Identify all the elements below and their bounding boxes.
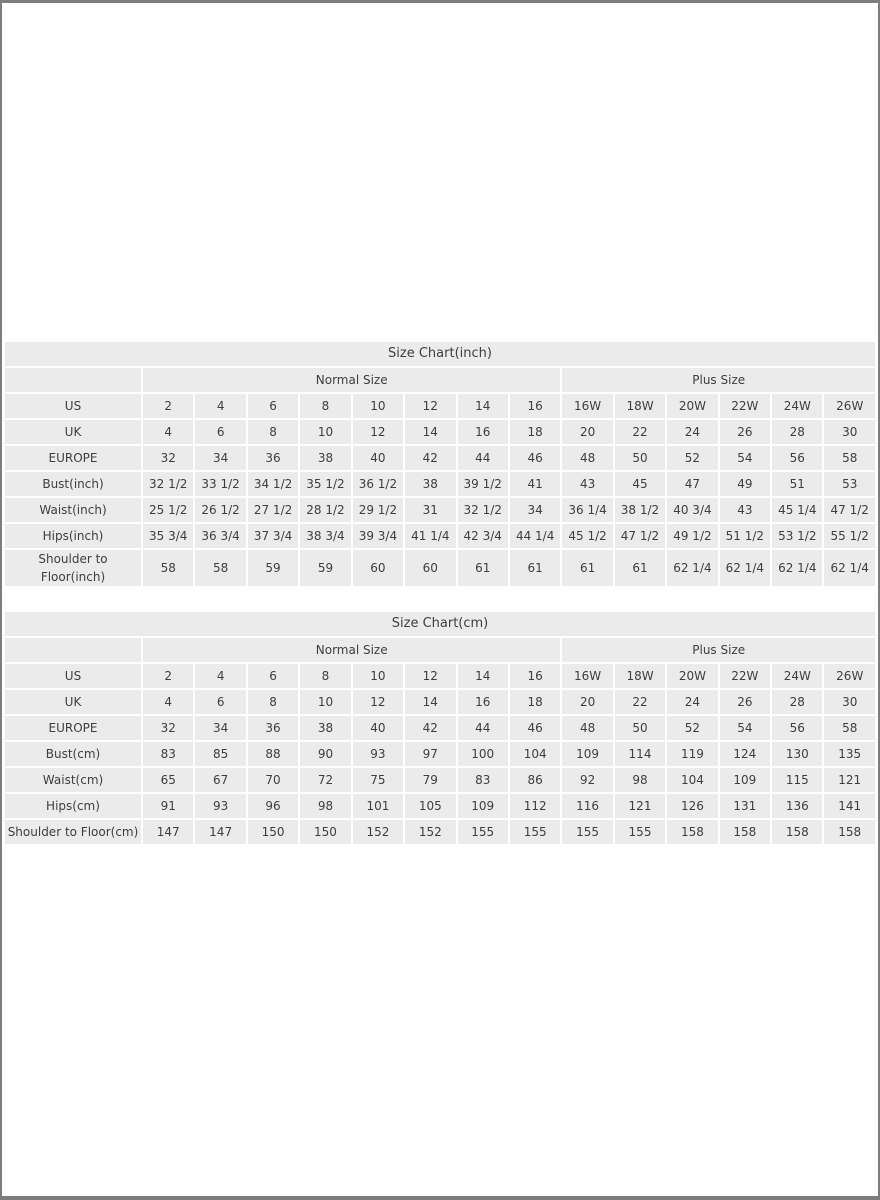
- size-cell: 4: [195, 394, 245, 418]
- size-cell: 16: [458, 420, 508, 444]
- size-cell: 39 1/2: [458, 472, 508, 496]
- size-cell: 10: [353, 394, 403, 418]
- group-header: Plus Size: [562, 638, 875, 662]
- size-cell: 93: [195, 794, 245, 818]
- size-cell: 52: [667, 716, 717, 740]
- size-cell: 16: [458, 690, 508, 714]
- size-cell: 53: [824, 472, 875, 496]
- table-row: [5, 768, 875, 792]
- size-cell: 20W: [667, 394, 717, 418]
- size-cell: 115: [772, 768, 822, 792]
- size-cell: 60: [353, 550, 403, 586]
- size-cell: 58: [195, 550, 245, 586]
- table-row: [5, 394, 875, 418]
- size-cell: 4: [195, 664, 245, 688]
- size-cell: 41 1/4: [405, 524, 455, 548]
- size-cell: 61: [510, 550, 560, 586]
- size-cell: 121: [615, 794, 665, 818]
- size-cell: 2: [143, 664, 193, 688]
- size-cell: 32: [143, 446, 193, 470]
- size-cell: 155: [510, 820, 560, 844]
- size-cell: 14: [458, 394, 508, 418]
- table-row: [5, 664, 875, 688]
- size-cell: 35 3/4: [143, 524, 193, 548]
- size-cell: 39 3/4: [353, 524, 403, 548]
- size-cell: 47 1/2: [615, 524, 665, 548]
- size-cell: 14: [458, 664, 508, 688]
- group-header-spacer: [5, 368, 141, 392]
- size-cell: 42 3/4: [458, 524, 508, 548]
- size-cell: 119: [667, 742, 717, 766]
- size-cell: 135: [824, 742, 875, 766]
- table-row: [5, 498, 875, 522]
- size-cell: 158: [772, 820, 822, 844]
- row-label: EUROPE: [5, 716, 141, 740]
- size-cell: 86: [510, 768, 560, 792]
- size-cell: 72: [300, 768, 350, 792]
- size-cell: 124: [720, 742, 770, 766]
- size-cell: 20: [562, 420, 612, 444]
- size-cell: 49: [720, 472, 770, 496]
- size-cell: 83: [143, 742, 193, 766]
- row-label: US: [5, 664, 141, 688]
- size-cell: 158: [667, 820, 717, 844]
- size-cell: 61: [562, 550, 612, 586]
- size-cell: 49 1/2: [667, 524, 717, 548]
- size-cell: 51 1/2: [720, 524, 770, 548]
- size-cell: 53 1/2: [772, 524, 822, 548]
- size-cell: 155: [562, 820, 612, 844]
- size-cell: 28: [772, 420, 822, 444]
- size-cell: 6: [248, 664, 298, 688]
- size-cell: 88: [248, 742, 298, 766]
- size-cell: 8: [300, 664, 350, 688]
- size-cell: 155: [458, 820, 508, 844]
- row-label: Bust(cm): [5, 742, 141, 766]
- size-cell: 14: [405, 690, 455, 714]
- size-cell: 28 1/2: [300, 498, 350, 522]
- size-cell: 43: [720, 498, 770, 522]
- table-row: [5, 742, 875, 766]
- size-cell: 50: [615, 716, 665, 740]
- size-cell: 155: [615, 820, 665, 844]
- size-cell: 46: [510, 446, 560, 470]
- size-cell: 130: [772, 742, 822, 766]
- row-label: Waist(inch): [5, 498, 141, 522]
- size-cell: 158: [720, 820, 770, 844]
- size-cell: 24: [667, 420, 717, 444]
- size-cell: 61: [458, 550, 508, 586]
- row-label: Waist(cm): [5, 768, 141, 792]
- size-cell: 24W: [772, 664, 822, 688]
- group-header: Plus Size: [562, 368, 875, 392]
- size-cell: 26W: [824, 394, 875, 418]
- size-cell: 114: [615, 742, 665, 766]
- size-cell: 32 1/2: [143, 472, 193, 496]
- size-cell: 40: [353, 716, 403, 740]
- size-cell: 104: [510, 742, 560, 766]
- table-row: [5, 524, 875, 548]
- size-cell: 16: [510, 394, 560, 418]
- table-row: [5, 446, 875, 470]
- group-header: Normal Size: [143, 638, 560, 662]
- size-cell: 59: [300, 550, 350, 586]
- size-cell: 54: [720, 446, 770, 470]
- size-chart-table-1: [3, 610, 877, 846]
- size-cell: 56: [772, 716, 822, 740]
- size-cell: 104: [667, 768, 717, 792]
- size-cell: 48: [562, 446, 612, 470]
- size-cell: 55 1/2: [824, 524, 875, 548]
- size-cell: 8: [248, 420, 298, 444]
- group-header-row: [5, 638, 875, 662]
- size-cell: 38: [300, 446, 350, 470]
- size-cell: 147: [195, 820, 245, 844]
- size-cell: 38 1/2: [615, 498, 665, 522]
- size-cell: 147: [143, 820, 193, 844]
- size-cell: 36 1/4: [562, 498, 612, 522]
- table-row: [5, 420, 875, 444]
- size-cell: 30: [824, 690, 875, 714]
- size-cell: 45 1/4: [772, 498, 822, 522]
- size-cell: 136: [772, 794, 822, 818]
- row-label: Bust(inch): [5, 472, 141, 496]
- row-label: Shoulder to Floor(cm): [5, 820, 141, 844]
- size-cell: 96: [248, 794, 298, 818]
- table-title-row: [5, 342, 875, 366]
- size-cell: 47 1/2: [824, 498, 875, 522]
- size-cell: 36 3/4: [195, 524, 245, 548]
- size-cell: 67: [195, 768, 245, 792]
- group-header-spacer: [5, 638, 141, 662]
- size-cell: 25 1/2: [143, 498, 193, 522]
- size-cell: 41: [510, 472, 560, 496]
- size-cell: 14: [405, 420, 455, 444]
- size-cell: 22W: [720, 394, 770, 418]
- size-cell: 44: [458, 716, 508, 740]
- size-cell: 112: [510, 794, 560, 818]
- size-cell: 116: [562, 794, 612, 818]
- size-cell: 28: [772, 690, 822, 714]
- size-cell: 98: [615, 768, 665, 792]
- size-cell: 20: [562, 690, 612, 714]
- size-cell: 34: [510, 498, 560, 522]
- size-cell: 109: [720, 768, 770, 792]
- size-cell: 48: [562, 716, 612, 740]
- size-cell: 101: [353, 794, 403, 818]
- size-cell: 35 1/2: [300, 472, 350, 496]
- size-cell: 60: [405, 550, 455, 586]
- size-cell: 50: [615, 446, 665, 470]
- size-cell: 56: [772, 446, 822, 470]
- size-cell: 97: [405, 742, 455, 766]
- size-cell: 24: [667, 690, 717, 714]
- size-cell: 22: [615, 690, 665, 714]
- size-cell: 42: [405, 446, 455, 470]
- group-header: Normal Size: [143, 368, 560, 392]
- size-cell: 65: [143, 768, 193, 792]
- size-cell: 33 1/2: [195, 472, 245, 496]
- size-cell: 12: [353, 420, 403, 444]
- size-cell: 10: [300, 690, 350, 714]
- size-cell: 8: [248, 690, 298, 714]
- size-cell: 40: [353, 446, 403, 470]
- size-cell: 45 1/2: [562, 524, 612, 548]
- row-label: EUROPE: [5, 446, 141, 470]
- size-cell: 36: [248, 716, 298, 740]
- size-cell: 34: [195, 716, 245, 740]
- size-cell: 92: [562, 768, 612, 792]
- size-cell: 18: [510, 690, 560, 714]
- size-cell: 26W: [824, 664, 875, 688]
- row-label: US: [5, 394, 141, 418]
- size-cell: 2: [143, 394, 193, 418]
- size-cell: 150: [300, 820, 350, 844]
- row-label: UK: [5, 690, 141, 714]
- size-cell: 22: [615, 420, 665, 444]
- size-cell: 38: [300, 716, 350, 740]
- size-cell: 109: [458, 794, 508, 818]
- size-cell: 79: [405, 768, 455, 792]
- size-cell: 40 3/4: [667, 498, 717, 522]
- table-row: [5, 716, 875, 740]
- size-cell: 42: [405, 716, 455, 740]
- size-cell: 6: [248, 394, 298, 418]
- size-cell: 36: [248, 446, 298, 470]
- size-cell: 85: [195, 742, 245, 766]
- size-cell: 59: [248, 550, 298, 586]
- size-cell: 4: [143, 690, 193, 714]
- size-cell: 10: [353, 664, 403, 688]
- size-cell: 70: [248, 768, 298, 792]
- table-row: [5, 820, 875, 844]
- size-cell: 26: [720, 690, 770, 714]
- size-cell: 10: [300, 420, 350, 444]
- size-cell: 126: [667, 794, 717, 818]
- row-label: Hips(cm): [5, 794, 141, 818]
- size-cell: 24W: [772, 394, 822, 418]
- table-title: Size Chart(cm): [5, 612, 875, 636]
- row-label: Hips(inch): [5, 524, 141, 548]
- size-cell: 30: [824, 420, 875, 444]
- size-cell: 12: [353, 690, 403, 714]
- size-cell: 100: [458, 742, 508, 766]
- size-cell: 150: [248, 820, 298, 844]
- size-cell: 61: [615, 550, 665, 586]
- size-cell: 93: [353, 742, 403, 766]
- size-cell: 58: [824, 716, 875, 740]
- size-cell: 20W: [667, 664, 717, 688]
- size-cell: 121: [824, 768, 875, 792]
- size-cell: 8: [300, 394, 350, 418]
- row-label: Shoulder to Floor(inch): [5, 550, 141, 586]
- size-cell: 90: [300, 742, 350, 766]
- size-cell: 12: [405, 664, 455, 688]
- size-cell: 75: [353, 768, 403, 792]
- size-cell: 16W: [562, 664, 612, 688]
- size-cell: 26 1/2: [195, 498, 245, 522]
- size-cell: 152: [353, 820, 403, 844]
- size-cell: 62 1/4: [772, 550, 822, 586]
- size-cell: 109: [562, 742, 612, 766]
- table-title: Size Chart(inch): [5, 342, 875, 366]
- size-cell: 91: [143, 794, 193, 818]
- size-cell: 54: [720, 716, 770, 740]
- row-label: UK: [5, 420, 141, 444]
- size-cell: 16: [510, 664, 560, 688]
- size-cell: 43: [562, 472, 612, 496]
- size-cell: 34 1/2: [248, 472, 298, 496]
- size-cell: 158: [824, 820, 875, 844]
- size-cell: 37 3/4: [248, 524, 298, 548]
- group-header-row: [5, 368, 875, 392]
- size-cell: 27 1/2: [248, 498, 298, 522]
- size-cell: 26: [720, 420, 770, 444]
- table-row: [5, 472, 875, 496]
- table-title-row: [5, 612, 875, 636]
- size-cell: 46: [510, 716, 560, 740]
- size-cell: 51: [772, 472, 822, 496]
- size-cell: 44 1/4: [510, 524, 560, 548]
- size-cell: 32 1/2: [458, 498, 508, 522]
- size-cell: 18W: [615, 664, 665, 688]
- size-cell: 38: [405, 472, 455, 496]
- size-charts: [2, 3, 878, 846]
- size-cell: 38 3/4: [300, 524, 350, 548]
- size-cell: 58: [824, 446, 875, 470]
- size-cell: 131: [720, 794, 770, 818]
- size-cell: 32: [143, 716, 193, 740]
- size-cell: 105: [405, 794, 455, 818]
- size-cell: 34: [195, 446, 245, 470]
- size-cell: 47: [667, 472, 717, 496]
- table-row: [5, 550, 875, 586]
- size-cell: 98: [300, 794, 350, 818]
- size-cell: 22W: [720, 664, 770, 688]
- size-cell: 45: [615, 472, 665, 496]
- size-cell: 4: [143, 420, 193, 444]
- size-cell: 152: [405, 820, 455, 844]
- size-cell: 62 1/4: [667, 550, 717, 586]
- size-cell: 31: [405, 498, 455, 522]
- size-cell: 29 1/2: [353, 498, 403, 522]
- table-row: [5, 794, 875, 818]
- size-cell: 52: [667, 446, 717, 470]
- size-cell: 62 1/4: [720, 550, 770, 586]
- size-cell: 62 1/4: [824, 550, 875, 586]
- size-cell: 6: [195, 690, 245, 714]
- size-cell: 6: [195, 420, 245, 444]
- size-cell: 36 1/2: [353, 472, 403, 496]
- size-cell: 83: [458, 768, 508, 792]
- size-cell: 18: [510, 420, 560, 444]
- size-cell: 16W: [562, 394, 612, 418]
- size-cell: 18W: [615, 394, 665, 418]
- size-cell: 141: [824, 794, 875, 818]
- table-row: [5, 690, 875, 714]
- size-chart-table-0: [3, 340, 877, 588]
- size-cell: 58: [143, 550, 193, 586]
- size-cell: 44: [458, 446, 508, 470]
- size-cell: 12: [405, 394, 455, 418]
